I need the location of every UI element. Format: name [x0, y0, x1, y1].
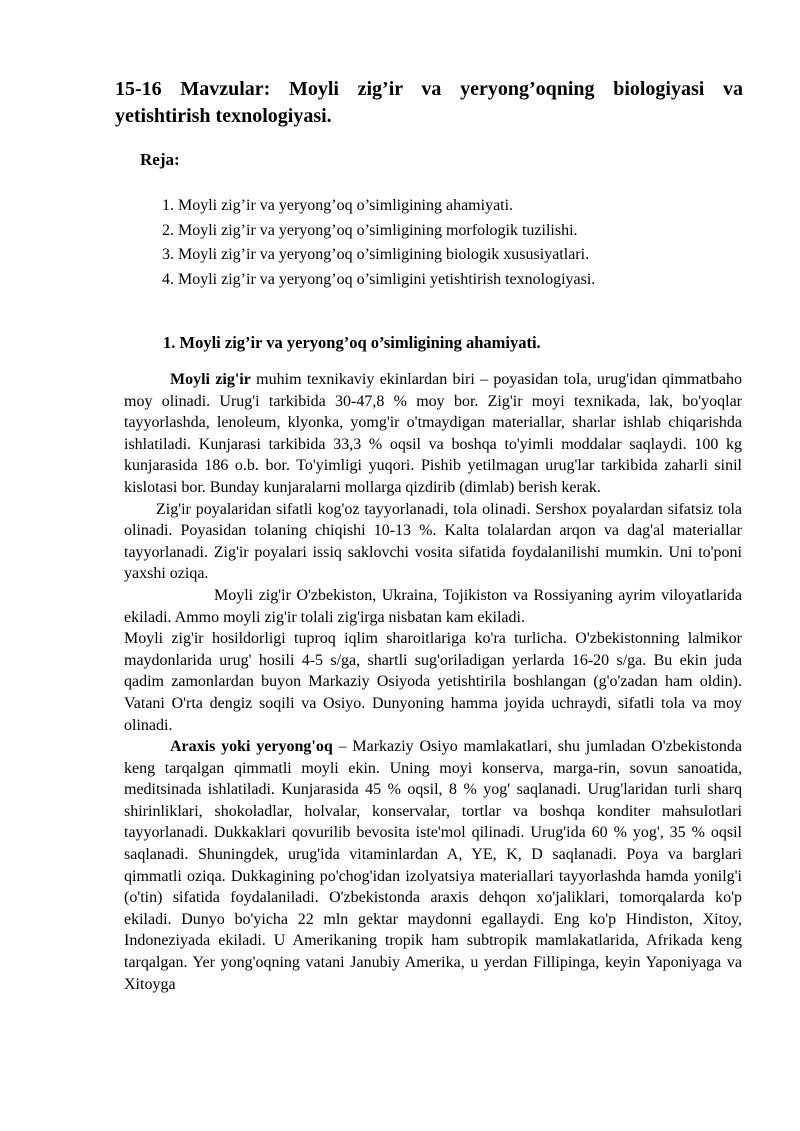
paragraph-flax-yield — [124, 628, 742, 736]
body-text — [124, 369, 742, 995]
paragraph-flax-regions — [124, 585, 742, 628]
paragraph-text: Moyli zig'ir hosildorligi tuproq iqlim sharoitlariga ko'ra turlicha. O'zbekistonning lalmikor maydonlarida urug' hosili 4-5 s/ga, shartli sug'oriladigan yerlarda 16-20 s/ga. Bu ekin juda qadim zamonlardan buyon Markaziy Osiyoda yetishtirila boshlangan (g'o'zadan ham oldin). Vatani O'rta dengiz soqili va Osiyo. Dunyoning hamma joyida uchraydi, sifatli tola va moy olinadi. — [124, 630, 742, 734]
paragraph-flax-intro — [124, 369, 742, 499]
document-title: 15-16 Mavzular: Moyli zig’ir va yeryong’oqning biologiyasi va yetishtirish texnologiyasi. — [115, 78, 743, 127]
plan-heading: Reja: — [140, 150, 180, 169]
paragraph-text: Zig'ir poyalaridan sifatli kog'oz tayyorlanadi, tola olinadi. Sershox poyalardan sifatsiz tola olinadi. Poyasidan tolaning chiqishi 10-13 %. Kalta tolalardan arqon va dag'al materiallar tayyorlanadi. Zig'ir poyalari issiq saklovchi vosita sifatida foydalanilishi mumkin. Uni to'poni yaxshi oziqa. — [124, 500, 742, 583]
paragraph-text: – Markaziy Osiyo mamlakatlari, shu jumladan O'zbekistonda keng tarqalgan qimmatli moyli ekin. Uning moyi konserva, marga-rin, sovun sanoatida, meditsinada ishlatiladi. Kunjarasida 45 % oqsil, 8 % yog' saqlanadi. Urug'laridan turli sharq shirinliklari, shokoladlar, holvalar, konservalar, tortlar va boshqa konditer mahsulotlari tayyorlanadi. Dukkaklari qovurilib bevosita iste'mol qilinadi. Urug'ida 60 % yog', 35 % oqsil saqlanadi. Shuningdek, urug'ida vitaminlardan A, YE, K, D saqlanadi. Poya va barglari qimmatli oziqa. Dukkagining po'chog'idan izolyatsiya materiallari tayyorlashda hamda yonilg'i (o'tin) sifatida foydalaniladi. O'zbekistonda araxis dehqon xo'jaliklari, tomorqalarda ko'p ekiladi. Dunyo bo'yicha 22 mln gektar maydonni egallaydi. Eng ko'p Hindiston, Xitoy, Indoneziyada ekiladi. U Amerikaning tropik ham subtropik mamlakatlarida, Afrikada keng tarqalgan. Yer yong'oqning vatani Janubiy Amerika, u yerdan Fillipinga, keyin Yaponiyaga va Xitoyga — [124, 738, 742, 993]
paragraph-text: Moyli zig'ir O'zbekiston, Ukraina, Tojikiston va Rossiyaning ayrim viloyatlarida ekiladi. Ammo moyli zig'ir tolali zig'irga nisbatan kam ekiladi. — [124, 586, 742, 626]
plan-item: 2. Moyli zig’ir va yeryong’oq o’simligining morfologik tuzilishi. — [162, 221, 578, 239]
plan-item: 1. Moyli zig’ir va yeryong’oq o’simligining ahamiyati. — [162, 197, 514, 214]
paragraph-flax-stems — [124, 499, 742, 585]
plan-item: 3. Moyli zig’ir va yeryong’oq o’simligining biologik xususiyatlari. — [162, 246, 590, 263]
term-flax: Moyli zig'ir — [170, 371, 251, 388]
plan-item: 4. Moyli zig’ir va yeryong’oq o’simligini yetishtirish texnologiyasi. — [162, 270, 596, 288]
plan-list — [162, 194, 595, 292]
paragraph-peanut — [124, 736, 742, 995]
section-heading: 1. Moyli zig’ir va yeryong’oq o’simligining ahamiyati. — [163, 333, 541, 352]
paragraph-text: muhim texnikaviy ekinlardan biri – poyasidan tola, urug'idan qimmatbaho moy olinadi. Urug'i tarkibida 30-47,8 % moy bor. Zig'ir moyi texnikada, lak, bo'yoqlar tayyorlashda, lenoleum, klyonka, yomg'ir o'tmaydigan materiallar, sharlar ishlab chiqarishda ishlatiladi. Kunjarasi tarkibida 33,3 % oqsil va boshqa to'yimli moddalar saqlaydi. 100 kg kunjarasida 186 o.b. bor. To'yimligi yuqori. Pishib yetilmagan urug'lar tarkibida zaharli sinil kislotasi bor. Bunday kunjaralarni mollarga qizdirib (dimlab) berish kerak. — [124, 371, 742, 496]
term-peanut: Araxis yoki yeryong'oq — [170, 738, 333, 756]
